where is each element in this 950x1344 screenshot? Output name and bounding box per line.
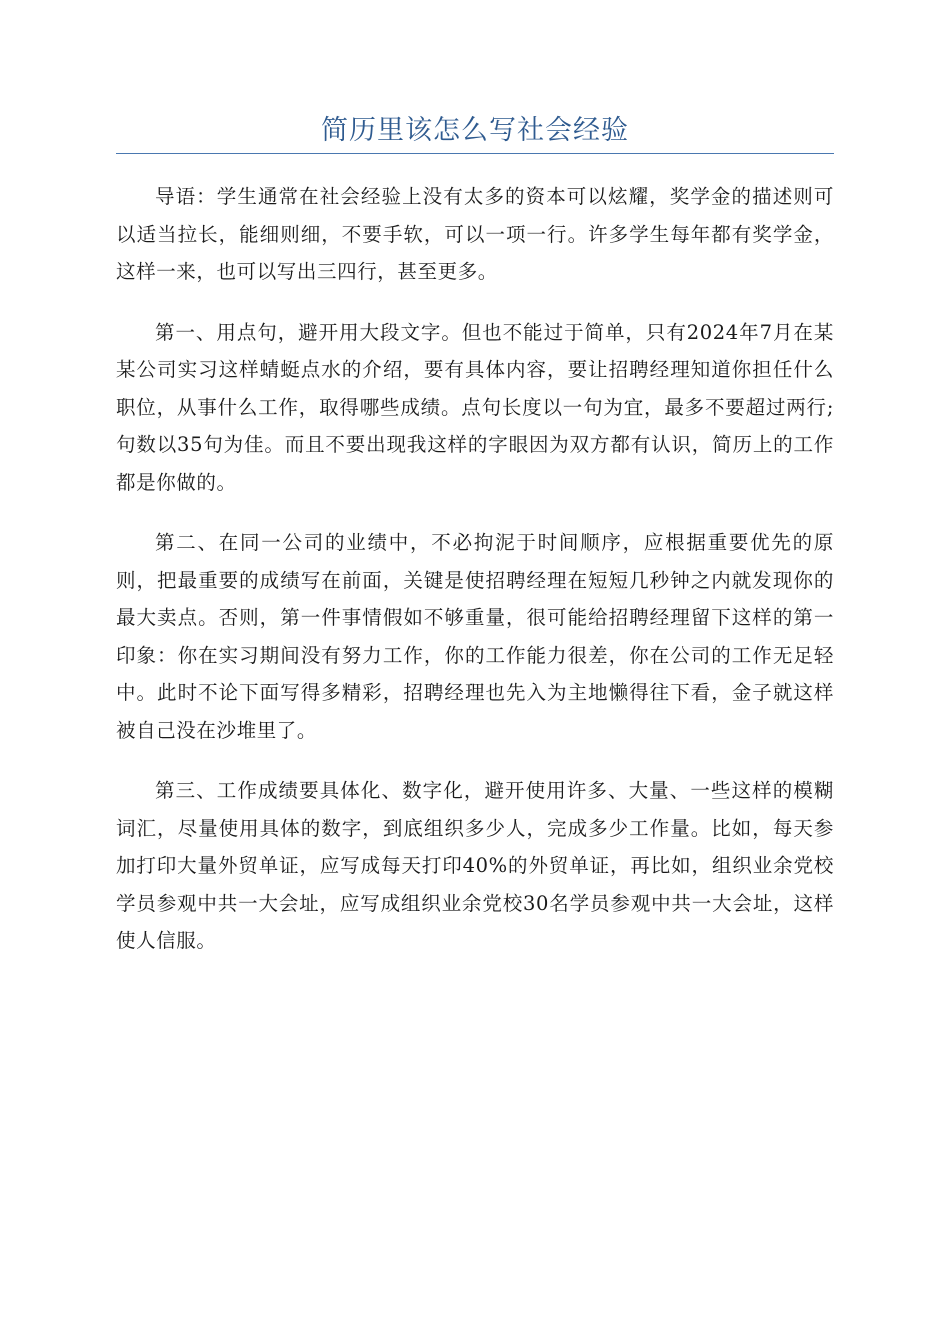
- point-two-paragraph: 第二、在同一公司的业绩中，不必拘泥于时间顺序，应根据重要优先的原则，把最重要的成绩写在前面，关键是使招聘经理在短短几秒钟之内就发现你的最大卖点。否则，第一件事情假如不够重量，很可能给招聘经理留下这样的第一印象：你在实习期间没有努力工作，你的工作能力很差，你在公司的工作无足轻中。此时不论下面写得多精彩，招聘经理也先入为主地懒得往下看，金子就这样被自己没在沙堆里了。: [116, 531, 834, 742]
- point-one-paragraph: 第一、用点句，避开用大段文字。但也不能过于简单，只有2024年7月在某某公司实习这样蜻蜓点水的介绍，要有具体内容，要让招聘经理知道你担任什么职位，从事什么工作，取得哪些成绩。点句长度以一句为宜，最多不要超过两行;句数以35句为佳。而且不要出现我这样的字眼因为双方都有认识，简历上的工作都是你做的。: [116, 320, 834, 494]
- point-three-paragraph: 第三、工作成绩要具体化、数字化，避开使用许多、大量、一些这样的模糊词汇，尽量使用具体的数字，到底组织多少人，完成多少工作量。比如，每天参加打印大量外贸单证，应写成每天打印40%的外贸单证，再比如，组织业余党校学员参观中共一大会址，应写成组织业余党校30名学员参观中共一大会址，这样使人信服。: [116, 779, 834, 952]
- document-body: [116, 178, 834, 983]
- title-underline: [116, 153, 834, 154]
- intro-paragraph: 导语：学生通常在社会经验上没有太多的资本可以炫耀，奖学金的描述则可以适当拉长，能细则细，不要手软，可以一项一行。许多学生每年都有奖学金，这样一来，也可以写出三四行，甚至更多。: [116, 185, 834, 283]
- document-title: 简历里该怎么写社会经验: [321, 115, 629, 146]
